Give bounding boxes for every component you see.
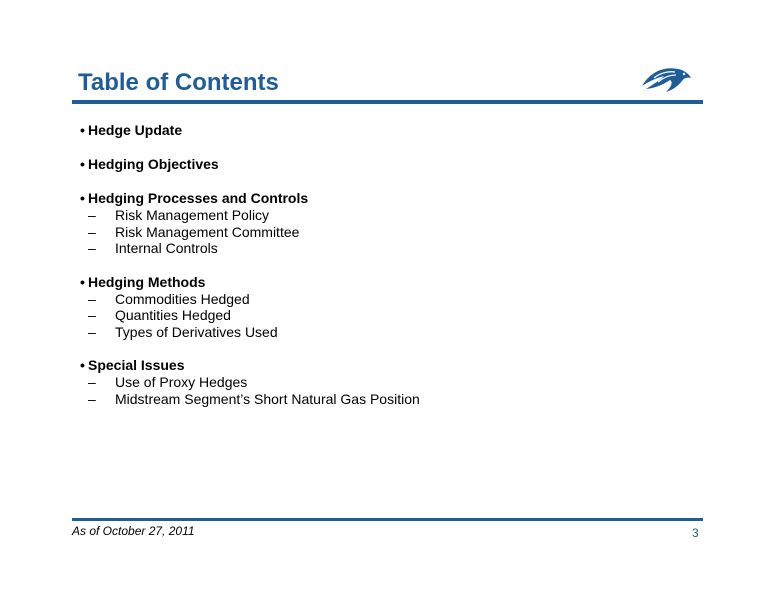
toc-section-heading: [80, 273, 680, 291]
toc-subitem-label: Use of Proxy Hedges: [115, 374, 248, 390]
toc-subitem-label: Commodities Hedged: [115, 290, 250, 307]
toc-subitem-label: Risk Management Policy: [115, 207, 270, 223]
footer-rule: [72, 518, 703, 521]
toc-section-heading: [80, 155, 680, 173]
header-rule: [72, 100, 703, 104]
footer-date: As of October 27, 2011: [72, 524, 195, 538]
dash-marker: –: [88, 390, 96, 407]
toc-subitem: [80, 291, 680, 308]
toc-section-hedging-methods: [80, 273, 680, 341]
dash-marker: –: [88, 374, 96, 390]
toc-subitem: [80, 374, 680, 391]
dash-marker: –: [88, 323, 96, 340]
table-of-contents: [80, 121, 680, 423]
dash-marker: –: [88, 307, 96, 323]
toc-section-special-issues: [80, 356, 680, 407]
page-title: Table of Contents: [78, 69, 279, 96]
toc-subitem-label: Quantities Hedged: [115, 307, 231, 323]
dash-marker: –: [88, 240, 96, 256]
toc-subitem: [80, 240, 680, 257]
toc-section-label: Hedging Methods: [88, 273, 206, 290]
toc-subitem: [80, 207, 680, 224]
eagle-logo-icon: [640, 64, 692, 94]
toc-subitem-label: Risk Management Committee: [115, 223, 300, 240]
dash-marker: –: [88, 207, 96, 223]
toc-section-label: Hedge Update: [88, 122, 183, 138]
bullet-marker: •: [80, 156, 85, 172]
toc-section-label: Hedging Objectives: [88, 156, 219, 172]
toc-subitem-label: Internal Controls: [115, 240, 218, 256]
toc-section-label: Hedging Processes and Controls: [88, 190, 309, 206]
toc-section-heading: [80, 121, 680, 139]
toc-section-heading: [80, 189, 680, 207]
dash-marker: –: [88, 223, 96, 240]
toc-subitem: [80, 224, 680, 241]
dash-marker: –: [88, 290, 96, 307]
toc-section-heading: [80, 356, 680, 374]
toc-subitem: [80, 307, 680, 324]
toc-section-hedging-objectives: [80, 155, 680, 173]
toc-subitem: [80, 391, 680, 408]
bullet-marker: •: [80, 273, 85, 290]
bullet-marker: •: [80, 190, 85, 206]
toc-section-hedging-processes: [80, 189, 680, 257]
toc-subitem-label: Types of Derivatives Used: [115, 323, 278, 340]
toc-subitem-label: Midstream Segment’s Short Natural Gas Position: [115, 390, 420, 407]
bullet-marker: •: [80, 122, 85, 138]
toc-subitem: [80, 324, 680, 341]
toc-section-label: Special Issues: [88, 357, 185, 373]
toc-section-hedge-update: [80, 121, 680, 139]
bullet-marker: •: [80, 357, 85, 373]
page-number: 3: [692, 526, 699, 540]
